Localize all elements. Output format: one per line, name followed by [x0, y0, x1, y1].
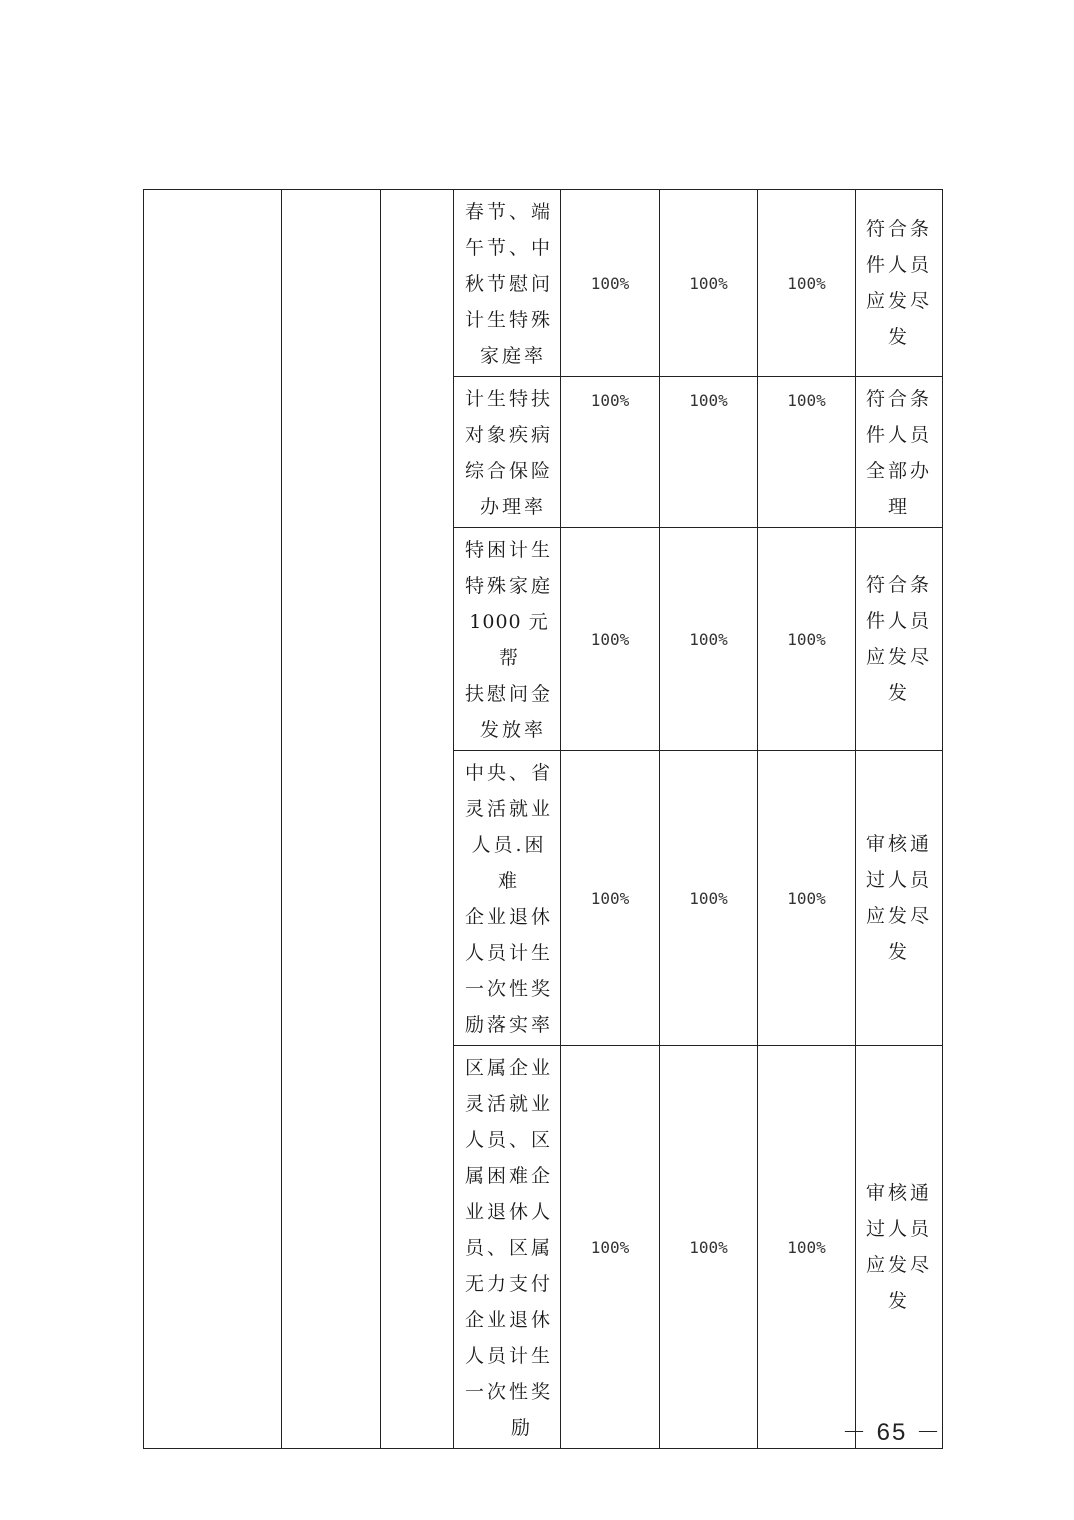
actual-value-cell: 100% — [758, 377, 856, 528]
target-value-cell: 100% — [561, 190, 660, 377]
indicator-table — [143, 189, 943, 1449]
page-number: － 65 － — [841, 1419, 942, 1446]
target-value-cell: 100% — [561, 528, 660, 751]
note-cell: 审核通 过人员 应发尽 发 — [856, 751, 943, 1046]
plan-value-cell: 100% — [660, 528, 758, 751]
target-value-cell: 100% — [561, 1046, 660, 1449]
indicator-name-cell: 计生特扶 对象疾病 综合保险 办理率 — [454, 377, 561, 528]
note-cell: 符合条 件人员 全部办 理 — [856, 377, 943, 528]
indicator-name-cell: 特困计生 特殊家庭 1000 元帮 扶慰问金 发放率 — [454, 528, 561, 751]
table-row — [144, 190, 943, 377]
note-cell: 符合条 件人员 应发尽 发 — [856, 190, 943, 377]
target-value-cell: 100% — [561, 751, 660, 1046]
indicator-name-cell: 春节、端 午节、中 秋节慰问 计生特殊 家庭率 — [454, 190, 561, 377]
category-cell-level3 — [381, 190, 454, 1449]
category-cell-level2 — [282, 190, 381, 1449]
indicator-name-cell: 中央、省 灵活就业 人员.困难 企业退休 人员计生 一次性奖 励落实率 — [454, 751, 561, 1046]
indicator-name-cell: 区属企业 灵活就业 人员、区 属困难企 业退休人 员、区属 无力支付 企业退休 人员计生 一次性奖 励 — [454, 1046, 561, 1449]
actual-value-cell: 100% — [758, 190, 856, 377]
target-value-cell: 100% — [561, 377, 660, 528]
plan-value-cell: 100% — [660, 751, 758, 1046]
actual-value-cell: 100% — [758, 528, 856, 751]
plan-value-cell: 100% — [660, 377, 758, 528]
note-cell: 符合条 件人员 应发尽 发 — [856, 528, 943, 751]
actual-value-cell: 100% — [758, 1046, 856, 1449]
actual-value-cell: 100% — [758, 751, 856, 1046]
plan-value-cell: 100% — [660, 190, 758, 377]
category-cell-level1 — [144, 190, 282, 1449]
note-cell: 审核通 过人员 应发尽 发 — [856, 1046, 943, 1449]
plan-value-cell: 100% — [660, 1046, 758, 1449]
